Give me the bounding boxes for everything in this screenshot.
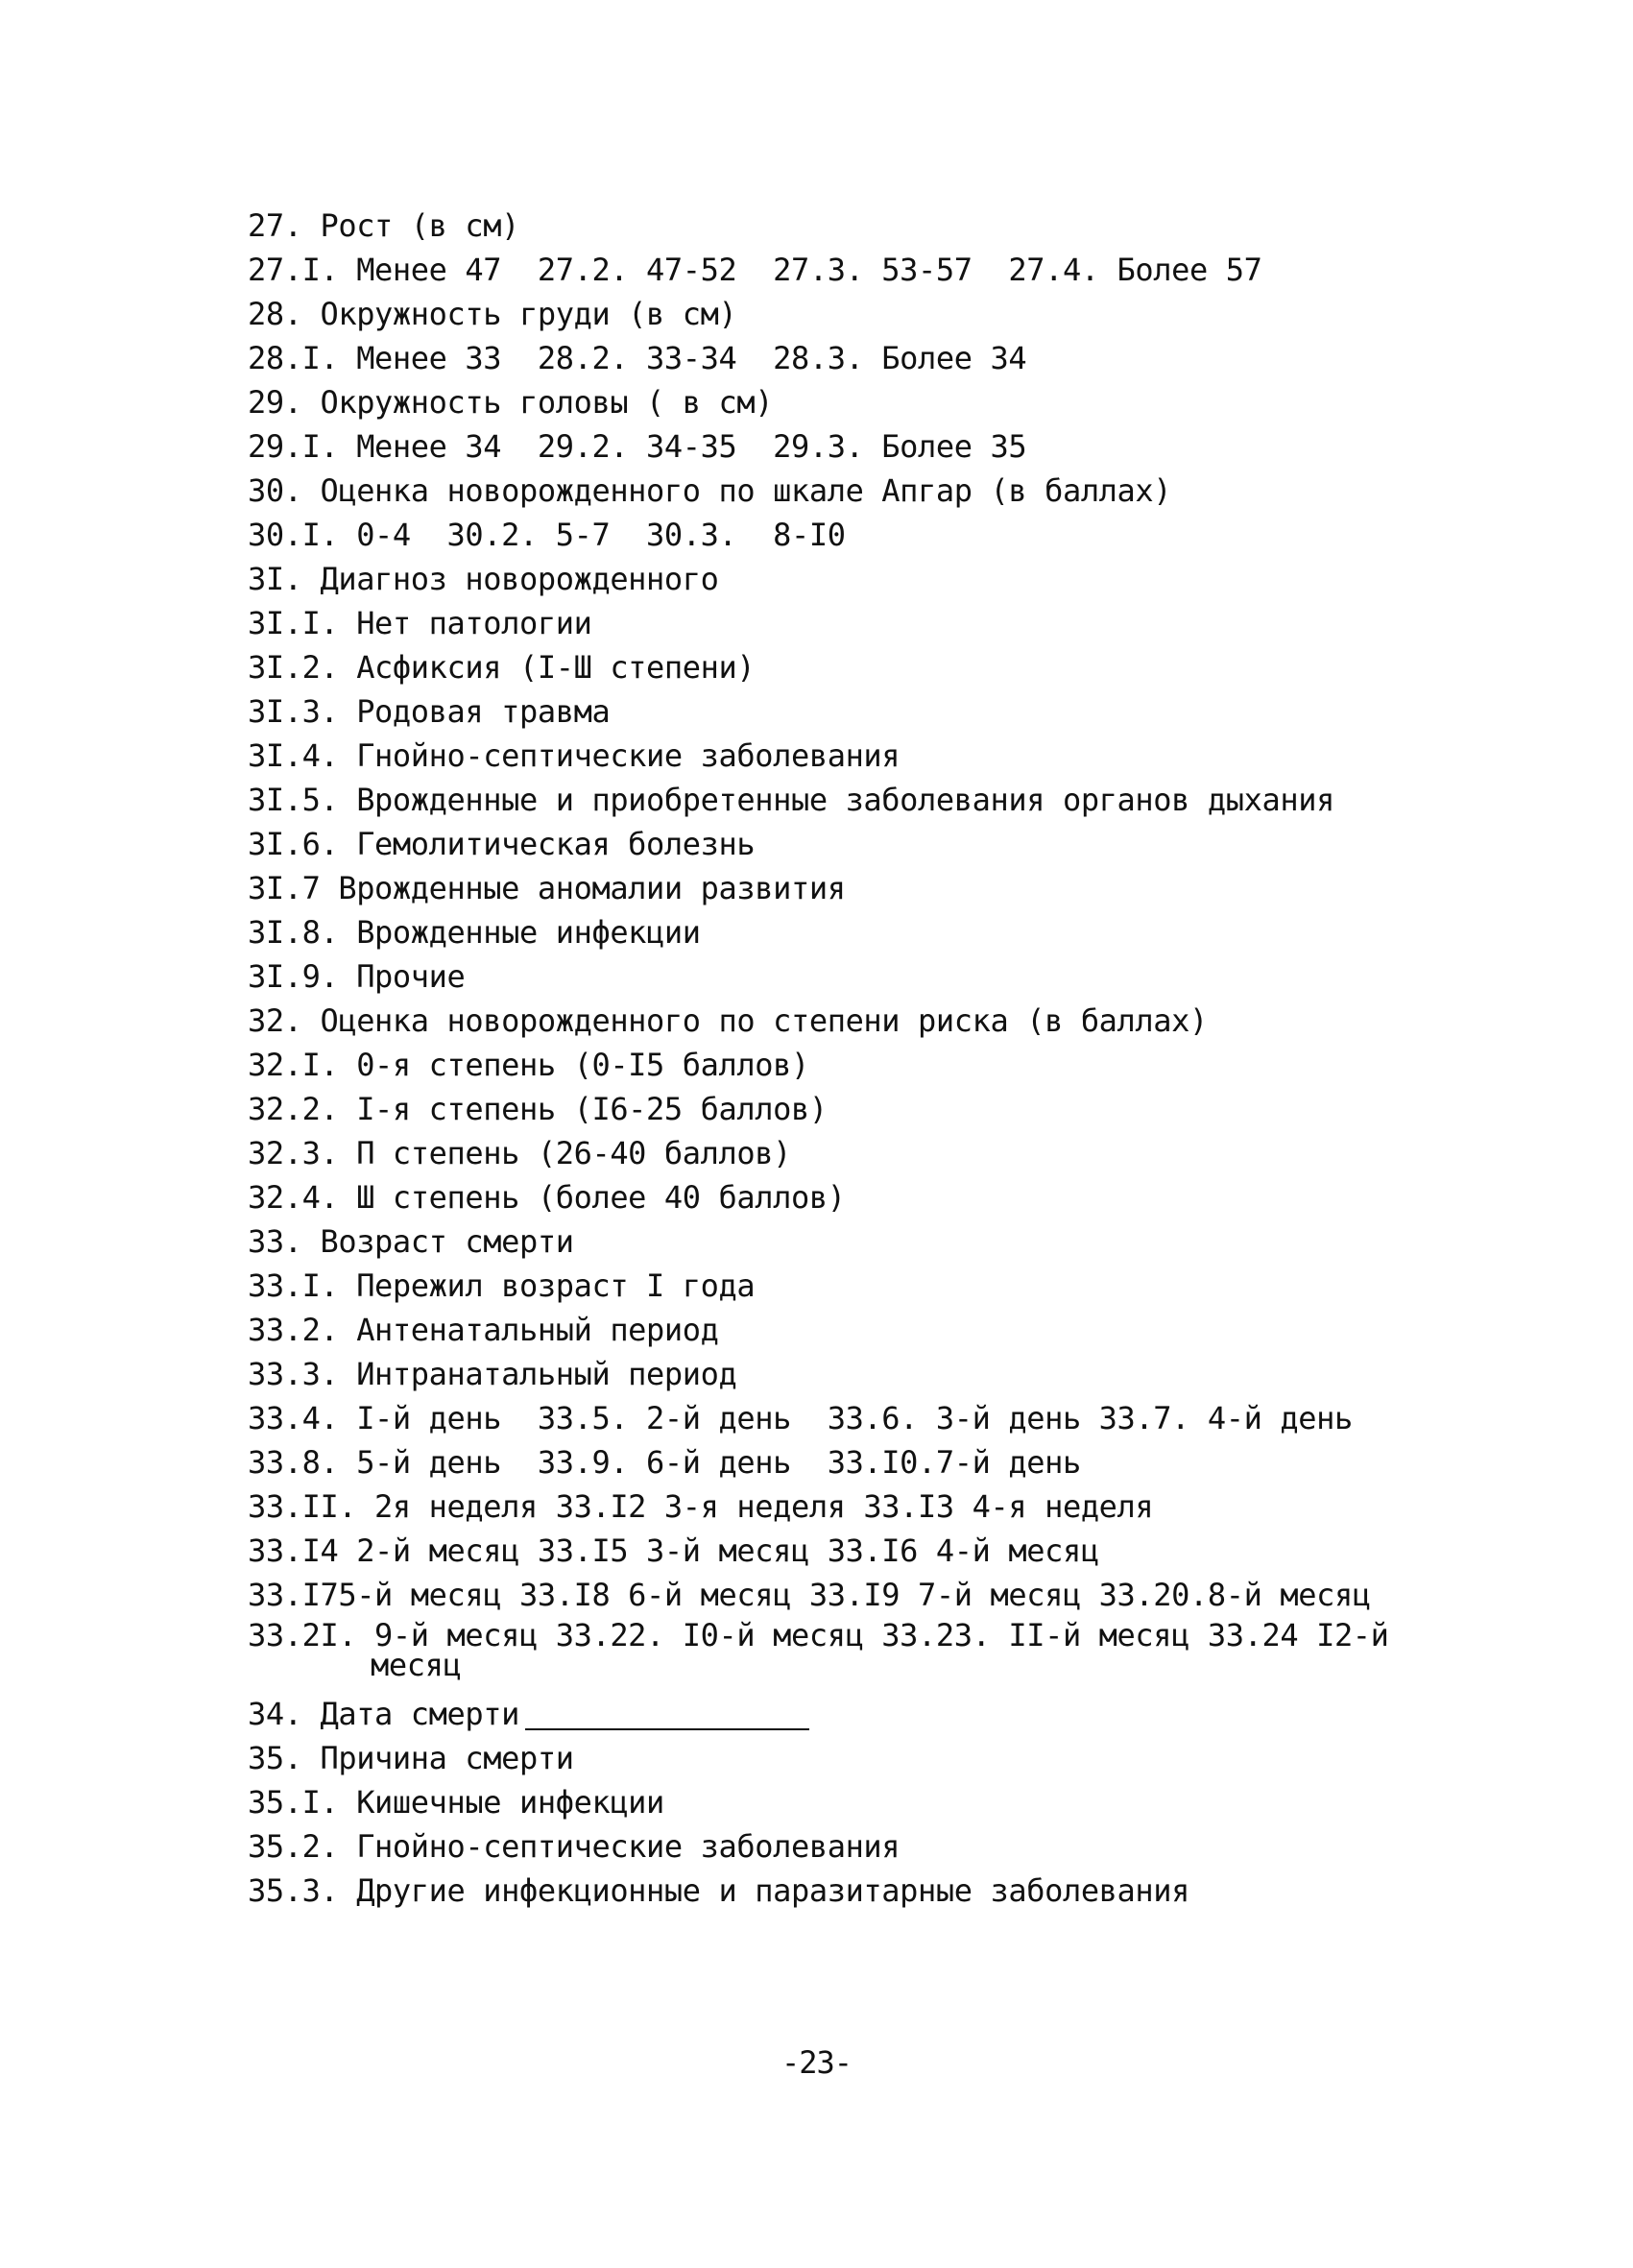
text-line: 29. Окружность головы ( в см) bbox=[248, 384, 774, 421]
text-line: 35.2. Гнойно-септические заболевания bbox=[248, 1828, 901, 1865]
text-line: 35.3. Другие инфекционные и паразитарные заболевания bbox=[248, 1872, 1190, 1909]
text-line: 3I.8. Врожденные инфекции bbox=[248, 914, 701, 951]
text-line: 32.3. П степень (26-40 баллов) bbox=[248, 1135, 791, 1171]
text-line: 3I.I. Нет патологии bbox=[248, 605, 592, 641]
text-line: 35. Причина смерти bbox=[248, 1740, 574, 1776]
death-date-blank-field[interactable] bbox=[525, 1727, 809, 1730]
text-line: 32.2. I-я степень (I6-25 баллов) bbox=[248, 1091, 828, 1127]
text-line: 32.4. Ш степень (более 40 баллов) bbox=[248, 1179, 846, 1216]
document-body bbox=[248, 204, 1429, 1913]
text-line: 28. Окружность груди (в см) bbox=[248, 296, 737, 332]
text-line: 3I.3. Родовая травма bbox=[248, 693, 611, 730]
page-number: -23- bbox=[780, 2044, 853, 2081]
text-line-continuation: месяц bbox=[371, 1647, 462, 1683]
text-line: 27.I. Менее 47 27.2. 47-52 27.3. 53-57 27.4. Более 57 bbox=[248, 252, 1262, 288]
text-line: 33.2I. 9-й месяц 33.22. I0-й месяц 33.23. II-й месяц 33.24 I2-й bbox=[248, 1617, 1389, 1653]
text-line: 29.I. Менее 34 29.2. 34-35 29.3. Более 35 bbox=[248, 428, 1027, 465]
text-line: 33.2. Антенатальный период bbox=[248, 1312, 719, 1348]
text-line: 3I.4. Гнойно-септические заболевания bbox=[248, 737, 901, 774]
text-line: 33.I4 2-й месяц 33.I5 3-й месяц 33.I6 4-й месяц bbox=[248, 1532, 1099, 1569]
text-line: 3I.6. Гемолитическая болезнь bbox=[248, 826, 756, 862]
text-line: 28.I. Менее 33 28.2. 33-34 28.3. Более 34 bbox=[248, 340, 1027, 376]
text-line: 33.II. 2я неделя 33.I2 3-я неделя 33.I3 4-я неделя bbox=[248, 1488, 1154, 1525]
death-date-label: 34. Дата смерти bbox=[248, 1696, 519, 1732]
text-line: 3I.7 Врожденные аномалии развития bbox=[248, 870, 846, 906]
death-date-line bbox=[248, 1692, 1429, 1736]
text-line: 33.I. Пережил возраст I года bbox=[248, 1267, 756, 1304]
text-line: 33. Возраст смерти bbox=[248, 1223, 574, 1260]
text-line: 33.3. Интранатальный период bbox=[248, 1356, 737, 1392]
text-line: 3I.9. Прочие bbox=[248, 958, 466, 995]
text-line: 3I.2. Асфиксия (I-Ш степени) bbox=[248, 649, 756, 686]
text-line: 33.8. 5-й день 33.9. 6-й день 33.I0.7-й день bbox=[248, 1444, 1081, 1481]
text-line: 33.I75-й месяц 33.I8 6-й месяц 33.I9 7-й месяц 33.20.8-й месяц bbox=[248, 1577, 1371, 1613]
text-line: 3I. Диагноз новорожденного bbox=[248, 561, 719, 597]
text-line: 32.I. 0-я степень (0-I5 баллов) bbox=[248, 1047, 809, 1083]
text-line: 32. Оценка новорожденного по степени риска (в баллах) bbox=[248, 1002, 1208, 1039]
text-line: 30.I. 0-4 30.2. 5-7 30.3. 8-I0 bbox=[248, 517, 846, 553]
text-line: 27. Рост (в см) bbox=[248, 207, 519, 244]
text-line: 3I.5. Врожденные и приобретенные заболевания органов дыхания bbox=[248, 782, 1334, 818]
text-line: 33.4. I-й день 33.5. 2-й день 33.6. 3-й день 33.7. 4-й день bbox=[248, 1400, 1353, 1436]
text-line: 30. Оценка новорожденного по шкале Апгар (в баллах) bbox=[248, 472, 1172, 509]
text-line: 35.I. Кишечные инфекции bbox=[248, 1784, 664, 1821]
